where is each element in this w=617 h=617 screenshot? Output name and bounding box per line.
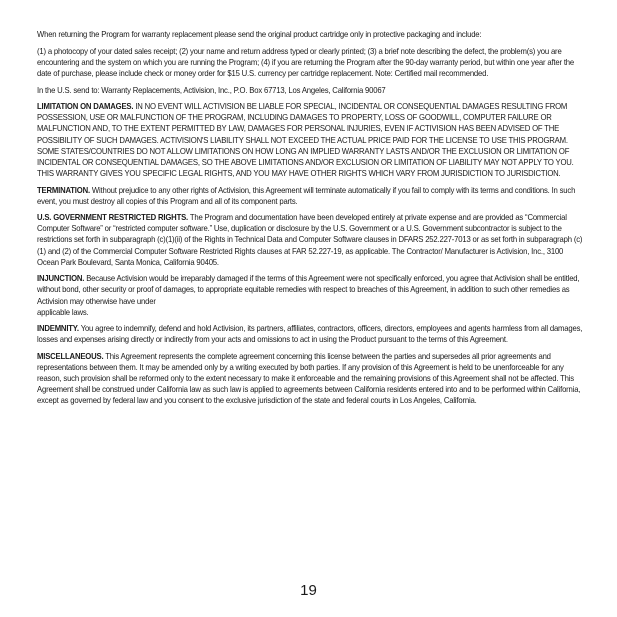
- warranty-return-items: (1) a photocopy of your dated sales receipt; (2) your name and return address typed or clearly printed; (3) a brief note describing the defect, the problem(s) you are encountering and the system on which you are running the Program; (4) if you are returning the Program after the 90-day warranty period, but within one year after the date of purchase, please include check or money order for $15 U.S. currency per cartridge replacement. Note: Certified mail recommended.: [37, 45, 575, 78]
- indemnity-body: You agree to indemnify, defend and hold Activision, its partners, affiliates, contractors, officers, directors, employees and agents harmless from all damages, losses and expenses arising directly or indirectly from your acts and omissions to act in using the Product pursuant to the terms of this Agreement.: [37, 323, 583, 345]
- injunction-body: Because Activision would be irreparably damaged if the terms of this Agreement were not specifically enforced, you agree that Activision shall be entitled, without bond, other security or proof of damages, to appropriate equitable remedies with respect to breaches of this Agreement, in addition to such other remedies as Activision may otherwise have under: [37, 273, 580, 306]
- limitation-on-damages-heading: LIMITATION ON DAMAGES.: [37, 101, 134, 112]
- termination-paragraph: [37, 185, 585, 207]
- indemnity-heading: INDEMNITY.: [37, 323, 79, 334]
- termination-heading: TERMINATION.: [37, 184, 90, 195]
- injunction-heading: INJUNCTION.: [37, 273, 85, 284]
- page-number: 19: [300, 582, 317, 599]
- miscellaneous-body: This Agreement represents the complete agreement concerning this license between the parties and supersedes all prior agreements and representations between them. It may be amended only by a writing executed by both parties. If any provision of this Agreement is held to be unenforceable for any reason, such provision shall be reformed only to the extent necessary to make it enforceable and the remaining provisions of this Agreement shall not be affected. This Agreement shall be construed under California law as such law is applied to agreements between California residents entered into and to be performed within California, except as governed by federal law and you consent to the exclusive jurisdiction of the state and federal courts in Los Angeles, California.: [37, 351, 581, 406]
- government-rights-heading: U.S. GOVERNMENT RESTRICTED RIGHTS.: [37, 212, 189, 223]
- injunction-paragraph: [37, 273, 585, 306]
- injunction-tail: applicable laws.: [37, 306, 89, 317]
- miscellaneous-heading: MISCELLANEOUS.: [37, 351, 104, 362]
- government-rights-paragraph: [37, 212, 585, 267]
- manual-page-text: [37, 29, 585, 412]
- limitation-on-damages-body: IN NO EVENT WILL ACTIVISION BE LIABLE FOR SPECIAL, INCIDENTAL OR CONSEQUENTIAL DAMAGES RESULTING FROM POSSESSION, USE OR MALFUNCTION OF THE PROGRAM, INCLUDING DAMAGES TO PROPERTY, LOSS OF GOODWILL, COMPUTER FAILURE OR MALFUNCTION AND, TO THE EXTENT PERMITTED BY LAW, DAMAGES FOR PERSONAL INJURIES, EVEN IF ACTIVISION HAS BEEN ADVISED OF THE POSSIBILITY OF SUCH DAMAGES. ACTIVISION'S LIABILITY SHALL NOT EXCEED THE ACTUAL PRICE PAID FOR THE LICENSE TO USE THIS PROGRAM. SOME STATES/COUNTRIES DO NOT ALLOW LIMITATIONS ON HOW LONG AN IMPLIED WARRANTY LASTS AND/OR THE EXCLUSION OR LIMITATION OF INCIDENTAL OR CONSEQUENTIAL DAMAGES, SO THE ABOVE LIMITATIONS AND/OR EXCLUSION OR LIMITATION OF LIABILITY MAY NOT APPLY TO YOU. THIS WARRANTY GIVES YOU SPECIFIC LEGAL RIGHTS, AND YOU MAY HAVE OTHER RIGHTS WHICH VARY FROM JURISDICTION TO JURISDICTION.: [37, 101, 574, 178]
- limitation-on-damages-paragraph: [37, 101, 585, 179]
- miscellaneous-paragraph: [37, 351, 585, 406]
- termination-body: Without prejudice to any other rights of Activision, this Agreement will terminate automatically if you fail to comply with its terms and conditions. In such event, you must destroy all copies of this Program and all of its component parts.: [37, 184, 576, 206]
- indemnity-paragraph: [37, 323, 585, 345]
- government-rights-body: The Program and documentation have been developed entirely at private expense and are provided as “Commercial Computer Software” or “restricted computer software.” Use, duplication or disclosure by the U.S. Government or a U.S. Government subcontractor is subject to the restrictions set forth in subparagraph (c)(1)(ii) of the Rights in Technical Data and Computer Software clauses in DFARS 252.227-7013 or as set forth in subparagraph (c)(1) and (2) of the Commercial Computer Software Restricted Rights clauses at FAR 52.227-19, as applicable. The Contractor/ Manufacturer is Activision, Inc., 3100 Ocean Park Boulevard, Santa Monica, California 90405.: [37, 212, 583, 267]
- warranty-return-address: In the U.S. send to: Warranty Replacements, Activision, Inc., P.O. Box 67713, Los Angeles, California 90067: [37, 84, 386, 95]
- warranty-return-instructions: When returning the Program for warranty replacement please send the original product cartridge only in protective packaging and include:: [37, 29, 482, 39]
